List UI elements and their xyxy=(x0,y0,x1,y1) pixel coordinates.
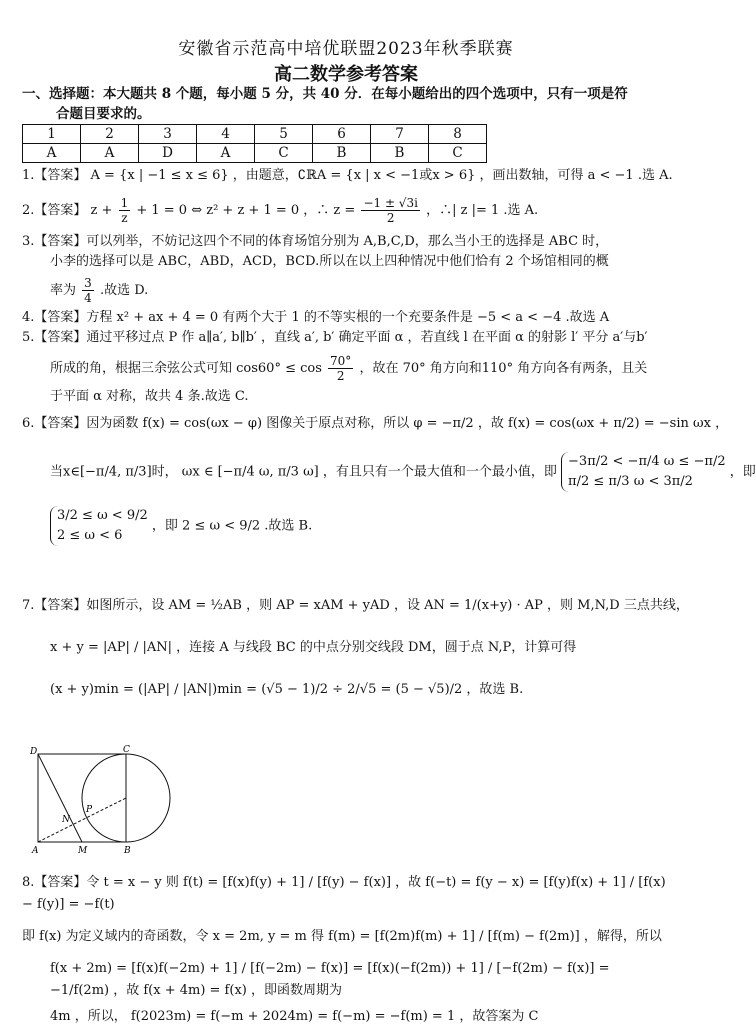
answer-8-line1: 8.【答案】令 t = x − y 则 f(t) = [f(x)f(y) + 1] / [f(y) − f(x)] ，故 f(−t) = f(y − x) = [f(y)f(x) + 1] / [f(x) − f(y)] = −f(t) xyxy=(22,875,666,912)
answer-table-number-row xyxy=(23,125,487,144)
denominator: 2 xyxy=(336,369,345,383)
answer-6-line2 xyxy=(22,452,756,492)
question-number: 8 xyxy=(429,125,487,144)
document-subtitle: 高二数学参考答案 xyxy=(274,64,418,85)
label-a: A xyxy=(32,846,39,856)
system-row: 3/2 ≤ ω < 9/2 xyxy=(57,508,148,523)
fraction xyxy=(119,196,131,225)
answer-6 xyxy=(22,414,756,546)
segment-dm xyxy=(38,754,82,842)
answer-letter: A xyxy=(23,144,81,163)
denominator: 2 xyxy=(386,211,395,225)
label-p: P xyxy=(86,805,93,815)
document-title: 安徽省示范高中培优联盟2023年秋季联赛 xyxy=(178,39,514,59)
answer-letter: A xyxy=(81,144,139,163)
label-c: C xyxy=(123,745,130,755)
question-number: 5 xyxy=(255,125,313,144)
system-row: π/2 ≤ π/3 ω < 3π/2 xyxy=(568,474,693,489)
answer-6-line2a: 当x∈[−π/4, π/3]时， ωx ∈ [−π/4 ω, π/3 ω] ，有且只有一个最大值和一个最小值，即 xyxy=(50,464,557,480)
answer-8-line2: 即 f(x) 为定义域内的奇函数，令 x = 2m, y = m 得 f(m) = [f(2m)f(m) + 1] / [f(m) − f(2m)] ，解得，所以 xyxy=(22,929,662,944)
answer-5-line2 xyxy=(22,354,672,383)
answer-5-line2b: ，故在 70° 角方向和110° 角方向各有两条，且关 xyxy=(359,361,648,376)
inequality-system xyxy=(561,452,726,492)
answer-3-line2: 小李的选择可以是 ABC，ABD，ACD，BCD.所以在以上四种情况中他们恰有 2 个场馆相同的概 xyxy=(50,254,609,269)
answer-3-line1: 3.【答案】可以列举，不妨记这四个不同的体育场馆分别为 A,B,C,D，那么当小王的选择是 ABC 时， xyxy=(22,234,609,249)
answer-letter: B xyxy=(313,144,371,163)
question-number: 3 xyxy=(139,125,197,144)
answer-8-line4: 4m ，所以， f(2023m) = f(−m + 2024m) = f(−m) = −f(m) = 1 ，故答案为 C xyxy=(50,1009,539,1024)
answer-2 xyxy=(22,196,672,225)
answer-letter: A xyxy=(197,144,255,163)
answer-6-line3-text: ，即 2 ≤ ω < 9/2 .故选 B. xyxy=(151,518,313,534)
answer-7 xyxy=(22,596,689,700)
answer-3-line3a: 率为 xyxy=(50,283,77,298)
question-number: 4 xyxy=(197,125,255,144)
answer-3 xyxy=(22,232,672,305)
inequality-system xyxy=(50,506,148,546)
answer-2-part3: ，∴| z |= 1 .选 A. xyxy=(426,203,539,218)
question-number: 2 xyxy=(81,125,139,144)
answer-2-part1: 2.【答案】 z + xyxy=(22,203,113,218)
label-n: N xyxy=(62,815,70,825)
answer-letter: B xyxy=(371,144,429,163)
answer-8 xyxy=(22,872,672,1028)
system-row: 2 ≤ ω < 6 xyxy=(57,528,123,543)
answer-table-answer-row xyxy=(23,144,487,163)
answer-3-line3b: .故选 D. xyxy=(99,283,149,298)
answer-6-line3 xyxy=(22,506,672,546)
numerator: 1 xyxy=(120,196,129,210)
geometry-figure xyxy=(28,744,178,854)
answer-7-line3: (x + y)min = (|AP| / |AN|)min = (√5 − 1)/2 ÷ 2/√5 = (5 − √5)/2 ，故选 B. xyxy=(50,682,524,697)
question-number: 1 xyxy=(23,125,81,144)
label-d: D xyxy=(30,747,38,757)
section-heading-line2: 合题目要求的。 xyxy=(56,106,151,122)
answer-7-line2: x + y = |AP| / |AN| ，连接 A 与线段 BC 的中点分别交线段 DM，圆于点 N,P，计算可得 xyxy=(50,640,577,655)
question-number: 7 xyxy=(371,125,429,144)
answer-5-line3: 于平面 α 对称，故共 4 条.故选 C. xyxy=(50,389,249,404)
answer-7-line1: 7.【答案】如图所示，设 AM = ½AB ，则 AP = xAM + yAD ，设 AN = 1/(x+y) · AP ，则 M,N,D 三点共线， xyxy=(22,598,689,613)
denominator: 4 xyxy=(84,291,92,305)
answer-5-line2a: 所成的角，根据三余弦公式可知 cos60° ≤ cos xyxy=(50,361,322,376)
answer-6-line2b: ，即 xyxy=(729,464,756,480)
denominator: z xyxy=(121,211,128,225)
label-m: M xyxy=(78,846,88,856)
fraction xyxy=(328,354,353,383)
answer-letter: D xyxy=(139,144,197,163)
answer-4: 4.【答案】方程 x² + ax + 4 = 0 有两个大于 1 的不等实根的一个充要条件是 −5 < a < −4 .故选 A xyxy=(22,310,610,325)
answer-3-line3 xyxy=(22,276,672,305)
section-heading-line1: 一、选择题：本大题共 8 个题，每小题 5 分，共 40 分．在每小题给出的四个选项中，只有一项是符 xyxy=(22,86,628,102)
numerator: 70° xyxy=(330,354,352,368)
answer-8-line3: f(x + 2m) = [f(x)f(−2m) + 1] / [f(−2m) − f(x)] = [f(x)(−f(2m)) + 1] / [−f(2m) − f(x)] = −1/f(2m) ，故 f(x + 4m) = f(x) ，即函数周期为 xyxy=(50,961,610,998)
label-b: B xyxy=(124,846,131,856)
answer-table xyxy=(22,124,487,163)
answer-1: 1.【答案】 A = {x | −1 ≤ x ≤ 6} ，由题意，∁ℝA = {x | x < −1或x > 6} ，画出数轴，可得 a < −1 .选 A. xyxy=(22,168,673,183)
numerator: 3 xyxy=(84,276,92,290)
section-heading xyxy=(22,84,672,124)
answer-5 xyxy=(22,328,672,407)
fraction xyxy=(82,276,94,305)
question-number: 6 xyxy=(313,125,371,144)
answer-6-line1: 6.【答案】因为函数 f(x) = cos(ωx − φ) 图像关于原点对称，所以 φ = −π/2 ，故 f(x) = cos(ωx + π/2) = −sin ωx ， xyxy=(22,416,729,431)
answer-2-part2: + 1 = 0 ⇔ z² + z + 1 = 0 ，∴ z = xyxy=(136,203,356,218)
fraction xyxy=(361,196,420,225)
system-row: −3π/2 < −π/4 ω ≤ −π/2 xyxy=(568,454,726,469)
answer-letter: C xyxy=(255,144,313,163)
numerator: −1 ± √3i xyxy=(363,196,418,210)
answer-5-line1: 5.【答案】通过平移过点 P 作 a∥a′, b∥b′ ，直线 a′, b′ 确定平面 α ，若直线 l 在平面 α 的射影 l′ 平分 a′与b′ xyxy=(22,330,648,345)
answer-letter: C xyxy=(429,144,487,163)
